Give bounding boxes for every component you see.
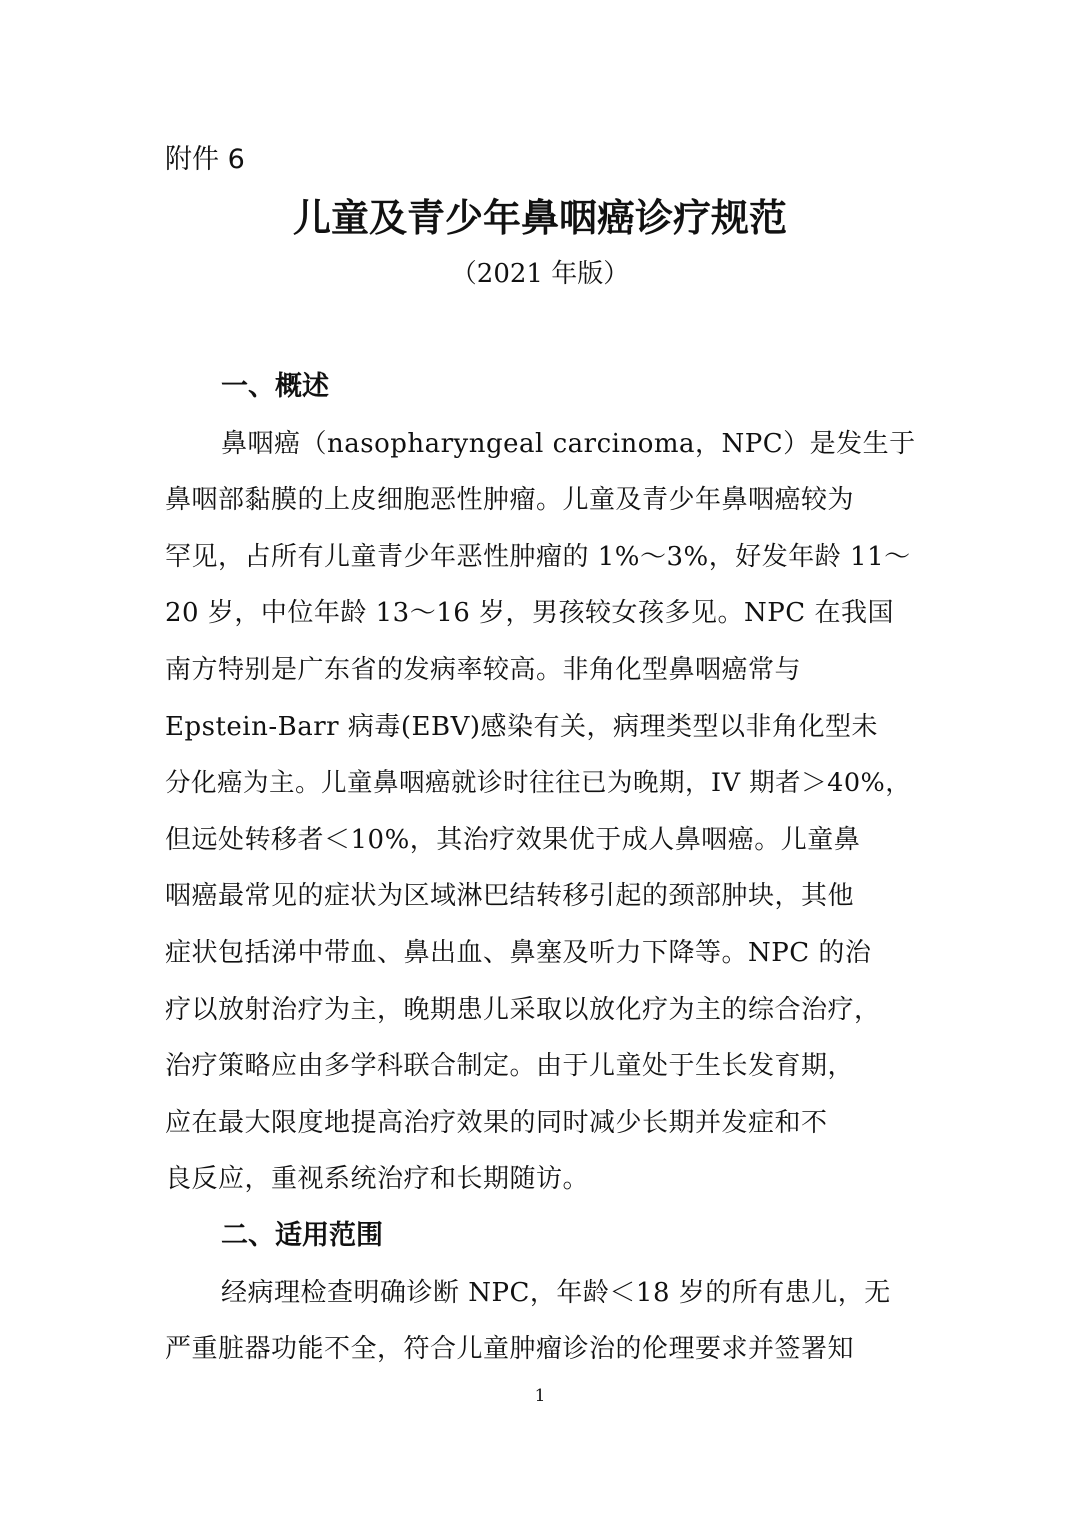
paragraph-line: 经病理检查明确诊断 NPC，年龄＜18 岁的所有患儿，无 — [221, 1277, 891, 1308]
paragraph-line: 症状包括涕中带血、鼻出血、鼻塞及听力下降等。NPC 的治 — [165, 937, 872, 968]
paragraph-line: 但远处转移者＜10%，其治疗效果优于成人鼻咽癌。儿童鼻 — [165, 824, 861, 855]
section-heading-scope: 二、适用范围 — [221, 1219, 383, 1251]
section-heading-overview: 一、概述 — [221, 371, 329, 402]
document-edition: （2021 年版） — [450, 259, 630, 289]
paragraph-line: 疗以放射治疗为主，晚期患儿采取以放化疗为主的综合治疗， — [165, 994, 881, 1025]
paragraph-line: 20 岁，中位年龄 13～16 岁，男孩较女孩多见。NPC 在我国 — [165, 598, 894, 629]
paragraph-line: 咽癌最常见的症状为区域淋巴结转移引起的颈部肿块，其他 — [165, 881, 855, 912]
attachment-label: 附件 6 — [165, 144, 245, 175]
paragraph-line: 鼻咽癌（nasopharyngeal carcinoma，NPC）是发生于 — [221, 428, 916, 459]
paragraph-line: 罕见，占所有儿童青少年恶性肿瘤的 1%～3%，好发年龄 11～ — [165, 541, 911, 572]
paragraph-line: 良反应，重视系统治疗和长期随访。 — [165, 1164, 590, 1195]
paragraph-line: 应在最大限度地提高治疗效果的同时减少长期并发症和不 — [165, 1107, 828, 1138]
document-body — [165, 359, 925, 1378]
paragraph-line: 严重脏器功能不全，符合儿童肿瘤诊治的伦理要求并签署知 — [165, 1334, 855, 1365]
paragraph-line: 鼻咽部黏膜的上皮细胞恶性肿瘤。儿童及青少年鼻咽癌较为 — [165, 485, 855, 516]
page-number: 1 — [534, 1386, 546, 1406]
paragraph-line: 分化癌为主。儿童鼻咽癌就诊时往往已为晚期，IV 期者＞40%， — [165, 768, 912, 799]
paragraph-line: Epstein-Barr 病毒(EBV)感染有关，病理类型以非角化型未 — [165, 711, 879, 742]
document-title: 儿童及青少年鼻咽癌诊疗规范 — [292, 196, 787, 240]
paragraph-line: 治疗策略应由多学科联合制定。由于儿童处于生长发育期， — [165, 1051, 855, 1082]
paragraph-line: 南方特别是广东省的发病率较高。非角化型鼻咽癌常与 — [165, 654, 802, 685]
